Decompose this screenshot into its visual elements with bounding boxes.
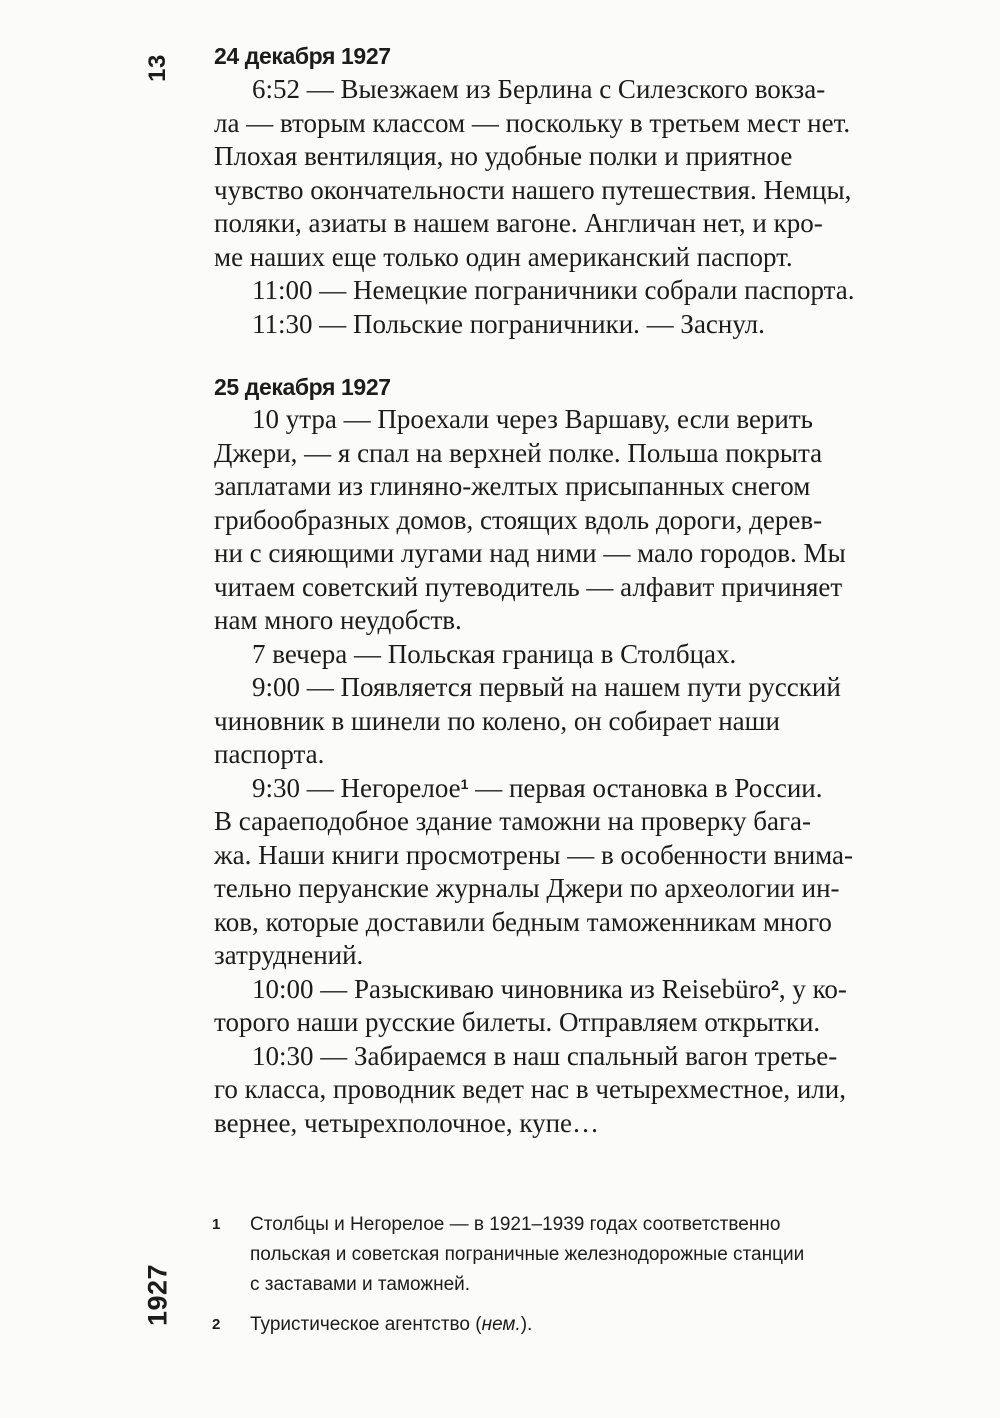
text-line: заплатами из глиняно-желтых присыпанных снегом [214, 471, 811, 501]
text-line: затруднений. [214, 940, 364, 970]
diary-entry [214, 371, 934, 1140]
paragraph [214, 1040, 934, 1141]
footnotes [212, 1210, 942, 1350]
text-line: ни с сияющими лугами над ними — мало городов. Мы [214, 538, 846, 568]
text-line: 6:52 — Выезжаем из Берлина с Силезского вокза- [252, 74, 826, 104]
footnote-line [250, 1310, 942, 1340]
language-abbreviation: нем. [481, 1314, 521, 1335]
text-line: Джери, — я спал на верхней полке. Польша покрыта [214, 437, 823, 468]
footnote-marker: 1 [212, 1216, 221, 1233]
text-line: 10 утра — Проехали через Варшаву, если верить [252, 404, 813, 434]
footnote-item [212, 1310, 942, 1340]
text-line: читаем советский путеводитель — алфавит причиняет [214, 571, 843, 602]
paragraph [214, 973, 934, 1040]
text-run: ). [520, 1314, 533, 1335]
paragraph [214, 638, 934, 672]
text-line: 7 вечера — Польская граница в Столбцах. [252, 638, 737, 669]
text-line [214, 973, 934, 1007]
text-line: ков, которые доставили бедным таможенникам много [214, 906, 832, 937]
text-line [214, 772, 934, 806]
text-run: 10:00 — Разыскиваю чиновника из Reisebüro [252, 973, 772, 1004]
text-run: — первая остановка в России. [468, 772, 823, 803]
text-run: 9:30 — Негорелое [252, 772, 461, 803]
paragraph [214, 772, 934, 973]
text-line: 11:30 — Польские пограничники. — Заснул. [252, 308, 765, 339]
text-line: поляки, азиаты в нашем вагоне. Англичан нет, и кро- [214, 208, 823, 238]
paragraph [214, 671, 934, 772]
paragraph [214, 308, 934, 342]
text-run: Туристическое агентство ( [250, 1314, 482, 1335]
text-line: чиновник в шинели по колено, он собирает наши [214, 705, 780, 736]
running-head-year: 1927 [142, 1263, 173, 1327]
text-line: паспорта. [214, 739, 325, 769]
text-line: грибообразных домов, стоящих вдоль дороги, дерев- [214, 504, 823, 535]
paragraph [214, 274, 934, 308]
text-run: , у ко- [778, 973, 847, 1004]
text-line: В сараеподобное здание таможни на проверку бага- [214, 806, 812, 836]
footnote-line: польская и советская пограничные железнодорожные станции [250, 1244, 805, 1265]
text-line: ла — вторым классом — поскольку в третьем мест нет. [214, 107, 851, 138]
page-number: 13 [144, 54, 171, 82]
footnote-reference[interactable]: 1 [460, 775, 469, 792]
entry-date-heading: 25 декабря 1927 [214, 374, 391, 400]
footnote-marker: 2 [212, 1316, 221, 1333]
text-line: Плохая вентиляция, но удобные полки и приятное [214, 141, 793, 171]
footnote-reference[interactable]: 2 [771, 976, 779, 993]
text-line: торого наши русские билеты. Отправляем открытки. [214, 1007, 821, 1037]
text-line: тельно перуанские журналы Джери по археологии ин- [214, 873, 840, 903]
paragraph [214, 403, 934, 638]
text-line: 11:00 — Немецкие пограничники собрали паспорта. [252, 275, 855, 305]
text-line: 9:00 — Появляется первый на нашем пути русский [252, 672, 841, 702]
text-line: вернее, четырехполочное, купе… [214, 1107, 600, 1138]
footnote-line: с заставами и таможней. [250, 1274, 471, 1295]
text-line: ме наших еще только один американский паспорт. [214, 241, 793, 272]
footnote-line: Столбцы и Негорелое — в 1921–1939 годах соответственно [250, 1214, 781, 1235]
paragraph [214, 73, 934, 274]
entry-date-heading: 24 декабря 1927 [214, 43, 391, 69]
text-line: чувство окончательности нашего путешествия. Немцы, [214, 174, 852, 205]
text-line: нам много неудобств. [214, 605, 462, 635]
footnote-item [212, 1210, 942, 1300]
text-line: 10:30 — Забираемся в наш спальный вагон третье- [252, 1040, 838, 1071]
diary-entry [214, 40, 934, 341]
diary-text [214, 40, 934, 1170]
text-line: жа. Наши книги просмотрены — в особенности внима- [214, 839, 854, 870]
text-line: го класса, проводник ведет нас в четырехместное, или, [214, 1074, 846, 1104]
